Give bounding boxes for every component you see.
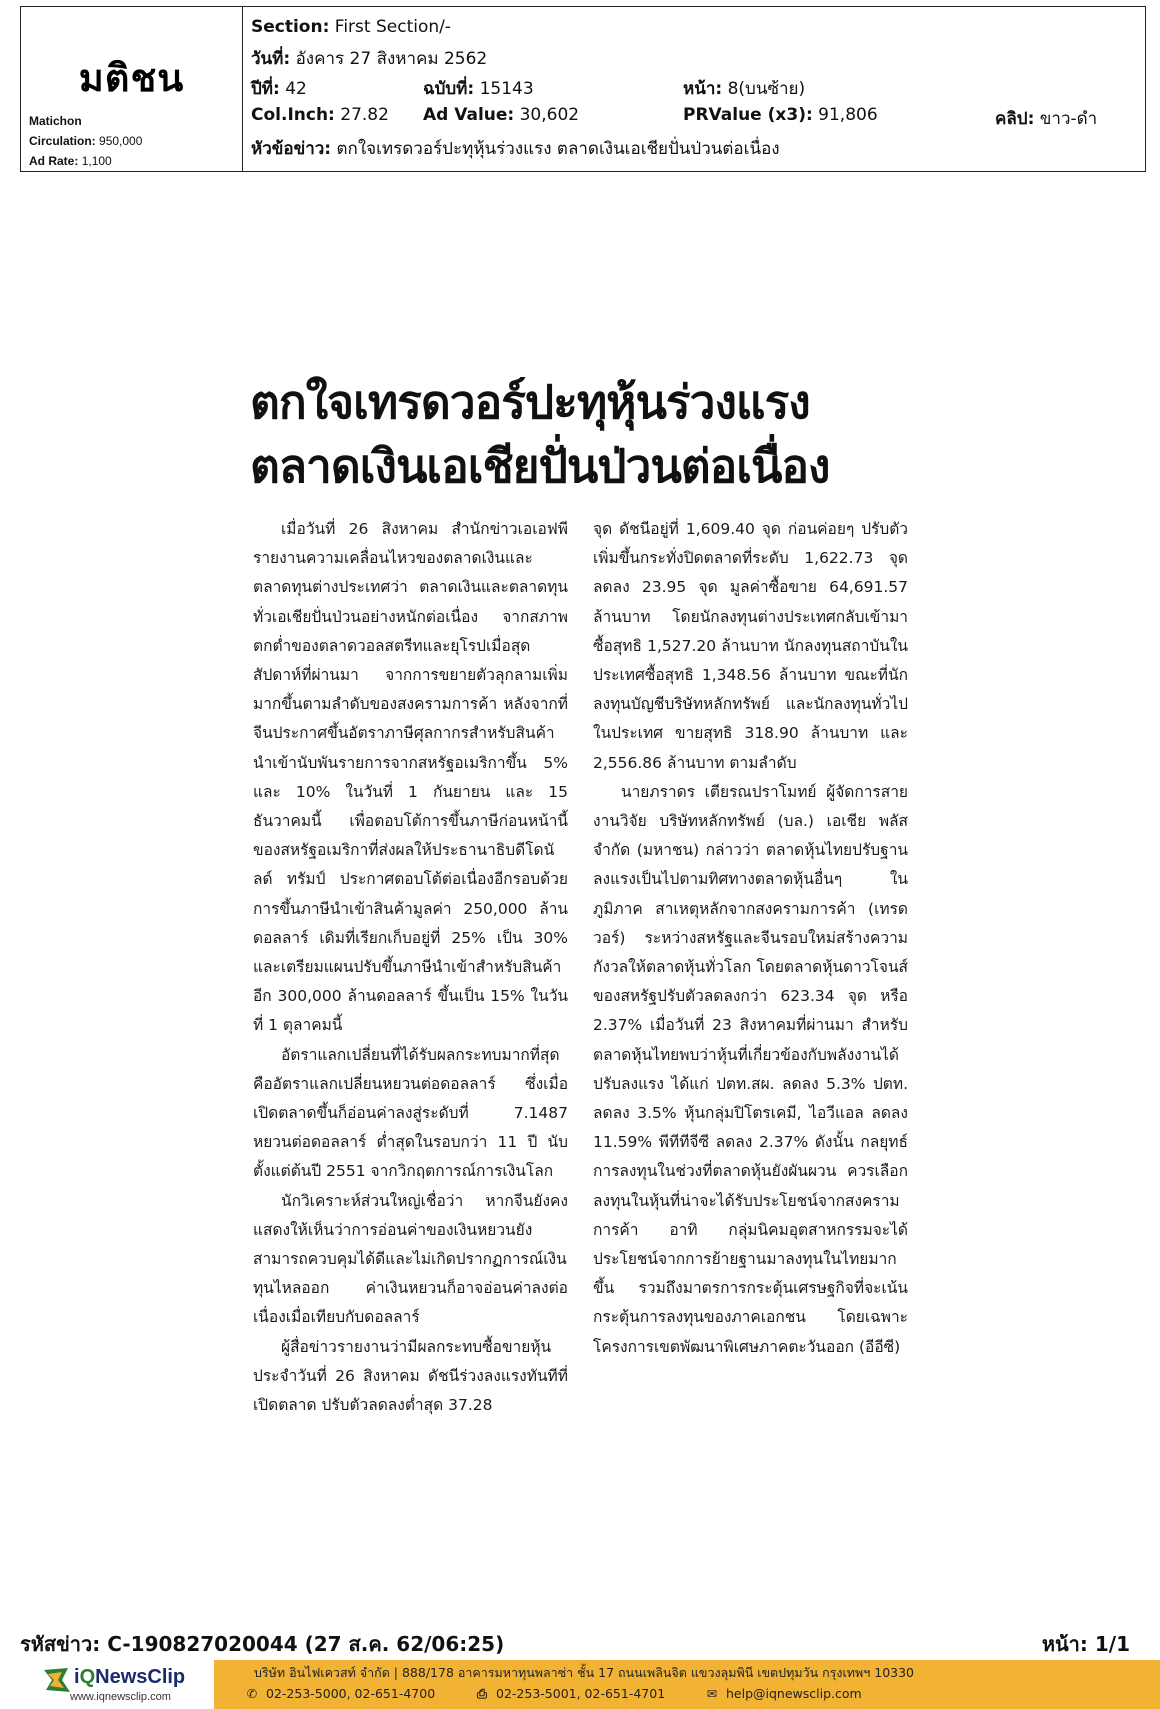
- page-field: หน้า: 8(บนซ้าย): [683, 79, 806, 99]
- paragraph: นักวิเคราะห์ส่วนใหญ่เชื่อว่า หากจีนยังคงแสดงให้เห็นว่าการอ่อนค่าของเงินหยวนยังสามารถควบคุมได้ดีและไม่เกิดปรากฏการณ์เงินทุนไหลออก ค่าเงินหยวนก็อาจอ่อนค่าลงต่อเนื่องเมื่อเทียบกับดอลลาร์: [253, 1191, 568, 1327]
- paragraph: นายภราดร เตียรณปราโมทย์ ผู้จัดการสายงานวิจัย บริษัทหลักทรัพย์ (บล.) เอเชีย พลัส จำกัด (มหาชน) กล่าวว่า ตลาดหุ้นไทยปรับฐานลงแรงเป็นไปตามทิศทางตลาดหุ้นอื่นๆ ในภูมิภาค สาเหตุหลักจากสงครามการค้า (เทรดวอร์) ระหว่างสหรัฐและจีนรอบใหม่สร้างความกังวลให้ตลาดหุ้นทั่วโลก โดยตลาดหุ้นดาวโจนส์ของสหรัฐปรับตัวลดลงกว่า 623.34 จุด หรือ 2.37% เมื่อวันที่ 23 สิงหาคมที่ผ่านมา สำหรับตลาดหุ้นไทยพบว่าหุ้นที่เกี่ยวข้องกับพลังงานได้ปรับลงแรง ได้แก่ ปตท.สผ. ลดลง 5.3% ปตท. ลดลง 3.5% หุ้นกลุ่มปิโตรเคมี, ไอวีแอล ลดลง 11.59% พีทีทีจีซี ลดลง 2.37% ดังนั้น กลยุทธ์การลงทุนในช่วงที่ตลาดหุ้นยังผันผวน ควรเลือกลงทุนในหุ้นที่น่าจะได้รับประโยชน์จากสงครามการค้า อาทิ กลุ่มนิคมอุตสาหกรรมจะได้ประโยชน์จากการย้ายฐานมาลงทุนในไทยมากขึ้น รวมถึงมาตรการกระตุ้นเศรษฐกิจที่จะเน้นกระตุ้นการลงทุนของภาคเอกชน โดยเฉพาะโครงการเขตพัฒนาพิเศษภาคตะวันออก (อีอีซี): [593, 782, 908, 1356]
- issue-field: ฉบับที่: 15143: [423, 79, 534, 99]
- iqnewsclip-logo[interactable]: [40, 1660, 210, 1709]
- article-column-2: [593, 515, 908, 1362]
- topic-row: หัวข้อข่าว: ตกใจเทรดวอร์ปะทุหุ้นร่วงแรง ตลาดเงินเอเชียปั่นป่วนต่อเนื่อง: [251, 139, 780, 159]
- advalue-field: Ad Value: 30,602: [423, 105, 580, 125]
- publication-name-en: Matichon: [29, 114, 82, 128]
- ad-rate: Ad Rate: 1,100: [29, 154, 112, 168]
- fax-icon: ⎙: [476, 1686, 487, 1701]
- article-column-1: [253, 515, 568, 1420]
- paragraph: ผู้สื่อข่าวรายงานว่ามีผลกระทบซื้อขายหุ้นประจำวันที่ 26 สิงหาคม ดัชนีร่วงลงแรงทันทีที่เปิดตลาด ปรับตัวลดลงต่ำสุด 37.28: [253, 1337, 568, 1415]
- article-headline: [250, 370, 930, 498]
- publication-logo: มติชน: [78, 56, 185, 100]
- page-count: หน้า: 1/1: [1041, 1632, 1130, 1656]
- phone-contact: ✆ 02-253-5000, 02-651-4700: [244, 1686, 435, 1701]
- brand-name: iQNewsClip: [74, 1666, 186, 1688]
- news-code: รหัสข่าว: C-190827020044 (27 ส.ค. 62/06:25): [20, 1632, 505, 1656]
- clip-meta-panel: [251, 7, 1145, 171]
- company-address: บริษัท อินไฟเควสท์ จำกัด | 888/178 อาคารมหาทุนพลาซ่า ชั้น 17 ถนนเพลินจิต แขวงลุมพินี เขตปทุมวัน กรุงเทพฯ 10330: [254, 1665, 915, 1680]
- section-row: Section: First Section/-: [251, 17, 451, 37]
- headline-line-2: ตลาดเงินเอเชียปั่นป่วนต่อเนื่อง: [250, 439, 830, 493]
- paragraph: อัตราแลกเปลี่ยนที่ได้รับผลกระทบมากที่สุด คืออัตราแลกเปลี่ยนหยวนต่อดอลลาร์ ซึ่งเมื่อเปิดตลาดขึ้นก็อ่อนค่าลงสู่ระดับที่ 7.1487 หยวนต่อดอลลาร์ ต่ำสุดในรอบกว่า 11 ปี นับตั้งแต่ต้นปี 2551 จากวิกฤตการณ์การเงินโลก: [253, 1045, 568, 1181]
- email-contact[interactable]: ✉ help@iqnewsclip.com: [704, 1686, 862, 1701]
- contact-strip: [214, 1660, 1160, 1709]
- clip-type-field: คลิป: ขาว-ดำ: [995, 109, 1098, 129]
- brand-url[interactable]: www.iqnewsclip.com: [70, 1691, 171, 1703]
- date-row: วันที่: อังคาร 27 สิงหาคม 2562: [251, 49, 488, 69]
- prvalue-field: PRValue (x3): 91,806: [683, 105, 878, 125]
- iqnewsclip-mark-icon: [42, 1666, 72, 1694]
- paragraph: เมื่อวันที่ 26 สิงหาคม สำนักข่าวเอเอฟพีรายงานความเคลื่อนไหวของตลาดเงินและตลาดทุนต่างประเทศว่า ตลาดเงินและตลาดทุนทั่วเอเชียปั่นป่วนอย่างหนักต่อเนื่อง จากสภาพตกต่ำของตลาดวอลสตรีทและยุโรปเมื่อสุดสัปดาห์ที่ผ่านมา จากการขยายตัวลุกลามเพิ่มมากขึ้นตามลำดับของสงครามการค้า หลังจากที่จีนประกาศขึ้นอัตราภาษีศุลกากรสำหรับสินค้านำเข้านับพันรายการจากสหรัฐอเมริกาขึ้น 5% และ 10% ในวันที่ 1 กันยายน และ 15 ธันวาคมนี้ เพื่อตอบโต้การขึ้นภาษีก่อนหน้านี้ของสหรัฐอเมริกาที่ส่งผลให้ประธานาธิบดีโดนัลด์ ทรัมป์ ประกาศตอบโต้ต่อเนื่องอีกรอบด้วยการขึ้นภาษีนำเข้าสินค้ามูลค่า 250,000 ล้านดอลลาร์ เดิมที่เรียกเก็บอยู่ที่ 25% เป็น 30% และเตรียมแผนปรับขึ้นภาษีนำเข้าสำหรับสินค้าอีก 300,000 ล้านดอลลาร์ ขึ้นเป็น 15% ในวันที่ 1 ตุลาคมนี้: [253, 520, 568, 1035]
- phone-icon: ✆: [246, 1686, 258, 1701]
- clip-header: [20, 6, 1146, 172]
- paragraph-continued: จุด ดัชนีอยู่ที่ 1,609.40 จุด ก่อนค่อยๆ ปรับตัวเพิ่มขึ้นกระทั่งปิดตลาดที่ระดับ 1,622.73 จุด ลดลง 23.95 จุด มูลค่าซื้อขาย 64,691.57 ล้านบาท โดยนักลงทุนต่างประเทศกลับเข้ามาซื้อสุทธิ 1,527.20 ล้านบาท นักลงทุนสถาบันในประเทศซื้อสุทธิ 1,348.56 ล้านบาท ขณะที่นักลงทุนบัญชีบริษัทหลักทรัพย์ และนักลงทุนทั่วไปในประเทศ ขายสุทธิ 318.90 ล้านบาท และ 2,556.86 ล้านบาท ตามลำดับ: [593, 520, 908, 772]
- colinch-field: Col.Inch: 27.82: [251, 105, 389, 125]
- circulation: Circulation: 950,000: [29, 134, 143, 148]
- publication-panel: [21, 7, 243, 171]
- fax-contact: ⎙ 02-253-5001, 02-651-4701: [474, 1686, 665, 1702]
- footer-bar: [0, 1660, 1160, 1709]
- year-field: ปีที่: 42: [251, 79, 307, 99]
- mail-icon: ✉: [706, 1686, 718, 1701]
- headline-line-1: ตกใจเทรดวอร์ปะทุหุ้นร่วงแรง: [250, 375, 810, 429]
